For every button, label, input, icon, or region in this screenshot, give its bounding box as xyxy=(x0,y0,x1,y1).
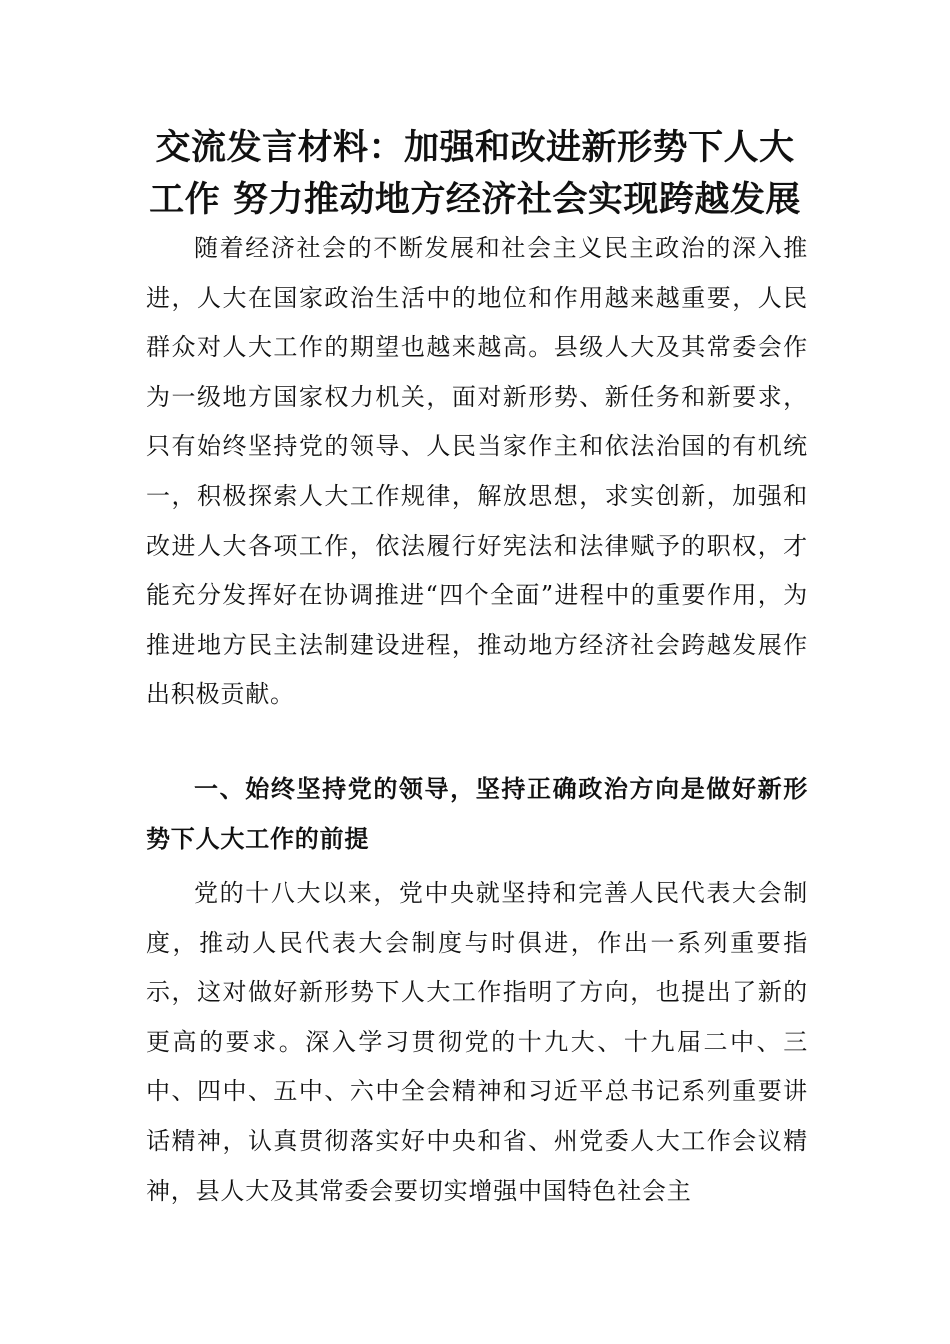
intro-paragraph: 随着经济社会的不断发展和社会主义民主政治的深入推进，人大在国家政治生活中的地位和作用越来越重要，人民群众对人大工作的期望也越来越高。县级人大及其常委会作为一级地方国家权力机关，面对新形势、新任务和新要求，只有始终坚持党的领导、人民当家作主和依法治国的有机统一，积极探索人大工作规律，解放思想，求实创新，加强和改进人大各项工作，依法履行好宪法和法律赋予的职权，才能充分发挥好在协调推进“四个全面”进程中的重要作用，为推进地方民主法制建设进程，推动地方经济社会跨越发展作出积极贡献。 xyxy=(146,234,808,709)
title-line-1: 交流发言材料：加强和改进新形势下人大 xyxy=(155,127,795,168)
document-title xyxy=(120,122,830,226)
section-1-paragraph: 党的十八大以来，党中央就坚持和完善人民代表大会制度，推动人民代表大会制度与时俱进，作出一系列重要指示，这对做好新形势下人大工作指明了方向，也提出了新的更高的要求。深入学习贯彻党的十九大、十九届二中、三中、四中、五中、六中全会精神和习近平总书记系列重要讲话精神，认真贯彻落实好中央和省、州党委人大工作会议精神，县人大及其常委会要切实增强中国特色社会主 xyxy=(146,879,808,1205)
section-1-heading: 一、始终坚持党的领导，坚持正确政治方向是做好新形势下人大工作的前提 xyxy=(146,774,808,853)
title-line-2: 工作 努力推动地方经济社会实现跨越发展 xyxy=(149,179,801,220)
